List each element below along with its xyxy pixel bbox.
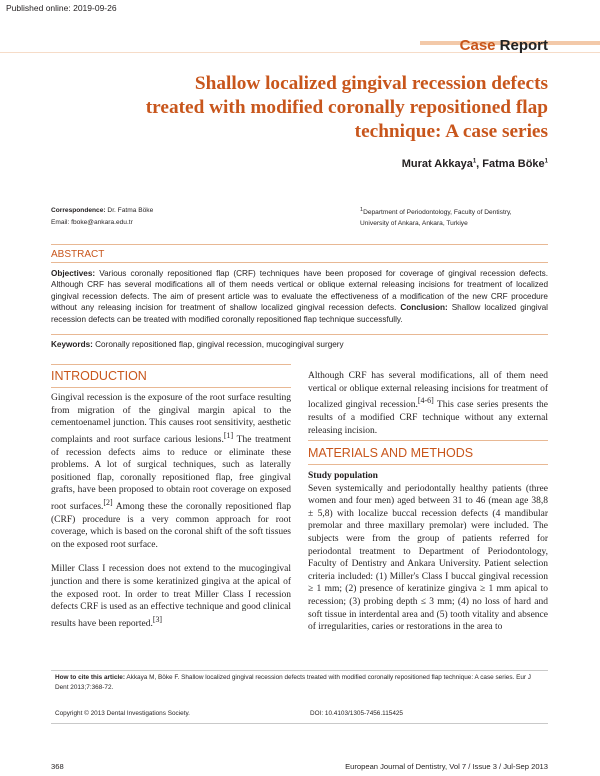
- intro-rule: [51, 364, 291, 365]
- conclusion-label: Conclusion:: [396, 303, 448, 313]
- paragraph-text: Among these the coronally repositioned flap (CRF) procedure is a very common approach for root coverage, which is based on the coronal shift of the soft tissues on the exposed root surface.: [51, 502, 291, 550]
- affiliation-line: Department of Periodontology, Faculty of Dentistry,: [363, 209, 512, 217]
- page-number: 368: [51, 762, 64, 771]
- affiliation-mark: 1: [472, 158, 477, 165]
- citation-ref: [2]: [103, 497, 113, 507]
- copyright: Copyright © 2013 Dental Investigations Society.: [55, 710, 190, 717]
- title-line: treated with modified coronally repositioned flap: [145, 97, 548, 118]
- how-to-cite: [55, 673, 545, 693]
- paragraph: [51, 563, 291, 630]
- article-title: [90, 72, 548, 144]
- objectives-label: Objectives:: [51, 269, 96, 278]
- methods-rule: [308, 440, 548, 441]
- doi: DOI: 10.4103/1305-7456.115425: [310, 710, 403, 717]
- section-label-case: Case: [459, 37, 496, 54]
- affiliation-mark: 1: [544, 158, 548, 165]
- correspondence-name: Dr. Fatma Böke: [105, 207, 154, 214]
- section-label: [460, 37, 548, 54]
- title-line: technique: A case series: [354, 121, 548, 142]
- paragraph-text: Miller Class I recession does not extend to the mucogingival junction and there is some keratinized gingiva at the apical of the exposed root. In order to treat Miller Class I recession defects CRF is used as an effective technique and good clinical results have been reported.: [51, 564, 291, 629]
- paragraph-text: Gingival recession is the exposure of the root surface resulting from migration of the gingival margin apical to the cementoenamel junction. This causes root sensitivity, aesthetic complaints and root surface carious lesions.: [51, 393, 291, 445]
- right-column: [308, 370, 548, 449]
- author-name: Murat Akkaya: [401, 158, 473, 170]
- abstract-heading: ABSTRACT: [51, 249, 105, 260]
- author-list: [402, 158, 548, 170]
- published-date: Published online: 2019-09-26: [6, 3, 117, 13]
- methods-body: [308, 470, 548, 634]
- subsection-heading: Study population: [308, 471, 378, 481]
- cite-text: Akkaya M, Böke F. Shallow localized gingival recession defects treated with modified coronally repositioned flap technique: A case series. Eur J Dent 2013;7:368-72.: [55, 674, 531, 691]
- abstract-rule-bottom: [51, 334, 548, 335]
- paragraph-text: This case series presents the results of a modified CRF technique without any external releasing incision.: [308, 400, 548, 436]
- abstract-body: [51, 268, 548, 325]
- journal-footer: European Journal of Dentistry, Vol 7 / Issue 3 / Jul-Sep 2013: [345, 762, 548, 771]
- abstract-rule-top: [51, 244, 548, 245]
- affiliation-sup: 1: [360, 207, 364, 213]
- section-label-report: Report: [495, 37, 548, 54]
- paragraph: Seven systemically and periodontally healthy patients (three women and four men) aged between 31 to 46 (mean age 38,8 ± 5,8) with localize buccal recession defects (4 mandibular premolar and three maxillary premolar) were included. The subjects were from the group of patients referred for periodontal treatment to Department of Periodontology, Faculty of Dentistry and Ankara University. Patient selection criteria included: (1) Miller's Class I buccal gingival recession ≥ 1 mm; (2) presence of keratinize gingiva ≥ 1 mm apical to recession; (3) probing depth ≤ 3 mm; (4) no loss of hard and soft tissue in interdental area and (5) tooth vitality and absence of irregularities, caries or restorations in the area to: [308, 483, 548, 633]
- paragraph: [51, 392, 291, 551]
- introduction-heading: INTRODUCTION: [51, 369, 147, 383]
- cite-label: How to cite this article:: [55, 674, 125, 681]
- citation-ref: [3]: [152, 614, 163, 624]
- abstract-rule: [51, 262, 548, 263]
- conclusion-text: Shallow localized gingival recession defects can be treated with modified coronally repositioned flap technique successfully.: [51, 303, 549, 324]
- correspondence-email: Email: fboke@ankara.edu.tr: [51, 219, 133, 226]
- title-line: Shallow localized gingival recession defects: [194, 73, 548, 94]
- correspondence-label: Correspondence:: [51, 207, 106, 214]
- citation-ref: [4-6]: [417, 396, 434, 406]
- abstract-text: Various coronally repositioned flap (CRF) techniques have been proposed for coverage of gingival recession defects. Although CRF has several modifications all of them needs vertical or oblique external releasing incisions for treatment of localized gingival recession defects. The aim of present article was to evaluate the effectiveness of a modification of the new CRF procedure without any releasing incision for treatment of shallow localized gingival recession defects.: [51, 269, 548, 313]
- affiliation-line: University of Ankara, Ankara, Turkiye: [360, 220, 468, 228]
- methods-rule-bottom: [308, 464, 548, 465]
- methods-heading: MATERIALS AND METHODS: [308, 446, 474, 460]
- left-column: [51, 392, 291, 643]
- citation-ref: [1]: [223, 430, 234, 440]
- intro-rule-bottom: [51, 387, 291, 388]
- keywords-label: Keywords:: [51, 340, 93, 349]
- paragraph-text: Although CRF has several modifications, all of them need vertical or oblique external releasing incisions for treatment of localized gingival recession.: [308, 371, 548, 411]
- paragraph: [308, 370, 548, 437]
- author-separator: ,: [476, 158, 483, 170]
- correspondence: [51, 205, 153, 229]
- paragraph-text: The treatment of recession defects aims to reduce or eliminate these problems. A lot of surgical techniques, such as laterally positioned flap, coronally repositioned flap, free gingival grafts, have been proposed to obtain root coverage on exposed root surfaces.: [51, 434, 291, 513]
- keywords: [51, 340, 344, 349]
- keywords-text: Coronally repositioned flap, gingival recession, mucogingival surgery: [92, 340, 344, 349]
- affiliation: [360, 205, 512, 229]
- author-name: Fatma Böke: [482, 158, 545, 170]
